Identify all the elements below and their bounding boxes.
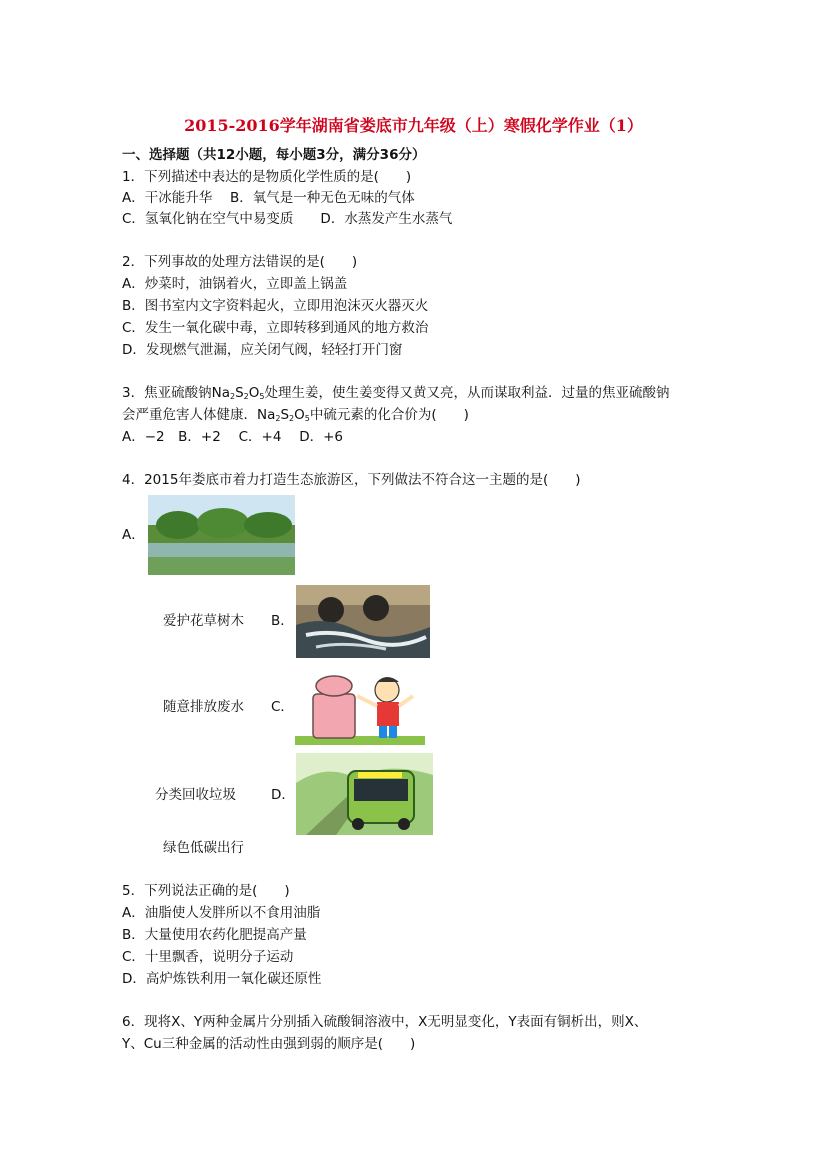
q4-option-b-letter: B． <box>271 613 294 629</box>
section-heading: 一、选择题（共12小题，每小题3分，满分36分） <box>122 147 426 163</box>
q2-option-a: A．炒菜时，油锅着火，立即盖上锅盖 <box>122 276 348 292</box>
q4-option-c-text: 分类回收垃圾 <box>155 787 236 803</box>
q2-option-c: C．发生一氧化碳中毒，立即转移到通风的地方救治 <box>122 320 429 336</box>
q5-option-d: D．高炉炼铁利用一氧化碳还原性 <box>122 971 322 987</box>
green-bus-image <box>296 753 433 835</box>
wastewater-pipe-image <box>296 585 430 658</box>
q5-stem: 5．下列说法正确的是( ) <box>122 883 290 899</box>
q2-stem: 2．下列事故的处理方法错误的是( ) <box>122 254 358 270</box>
q3-stem-line2: 会严重危害人体健康．$Na_2S_2O_5$中硫元素的化合价为( ) <box>122 407 469 423</box>
q4-option-b-text: 随意排放废水 <box>163 699 244 715</box>
q1-options-ab: A．干冰能升华 B．氧气是一种无色无味的气体 <box>122 190 415 206</box>
q2-option-b: B．图书室内文字资料起火，立即用泡沫灭火器灭火 <box>122 298 429 314</box>
q5-option-c: C．十里飘香，说明分子运动 <box>122 949 294 965</box>
q4-option-c-letter: C． <box>271 699 294 715</box>
q4-stem: 4．2015年娄底市着力打造生态旅游区，下列做法不符合这一主题的是( ) <box>122 472 581 488</box>
q4-option-d-text: 绿色低碳出行 <box>163 840 244 856</box>
q4-option-d-letter: D． <box>271 787 295 803</box>
recycling-cartoon-image <box>295 670 425 745</box>
q2-option-d: D．发现燃气泄漏，应关闭气阀，轻轻打开门窗 <box>122 342 403 358</box>
lake-park-image <box>148 495 295 575</box>
q4-option-a-text: 爱护花草树木 <box>163 613 244 629</box>
q3-options: A．−2 B．+2 C．+4 D．+6 <box>122 429 344 445</box>
page-title: 2015-2016学年湖南省娄底市九年级（上）寒假化学作业（1） <box>184 116 643 135</box>
q1-stem: 1．下列描述中表达的是物质化学性质的是( ) <box>122 169 412 185</box>
q6-stem-line2: Y、Cu三种金属的活动性由强到弱的顺序是( ) <box>122 1036 416 1052</box>
q5-option-a: A．油脂使人发胖所以不食用油脂 <box>122 905 321 921</box>
q3-stem-line1: 3．焦亚硫酸钠$Na_2S_2O_5$处理生姜，使生姜变得又黄又亮，从而谋取利益．过量的焦亚硫酸钠 <box>122 385 670 401</box>
q4-option-a-letter: A． <box>122 527 145 543</box>
q6-stem-line1: 6．现将X、Y两种金属片分别插入硫酸铜溶液中，X无明显变化，Y表面有铜析出，则X、 <box>122 1014 648 1030</box>
q5-option-b: B．大量使用农药化肥提高产量 <box>122 927 307 943</box>
q1-options-cd: C．氢氧化钠在空气中易变质 D．水蒸发产生水蒸气 <box>122 211 453 227</box>
